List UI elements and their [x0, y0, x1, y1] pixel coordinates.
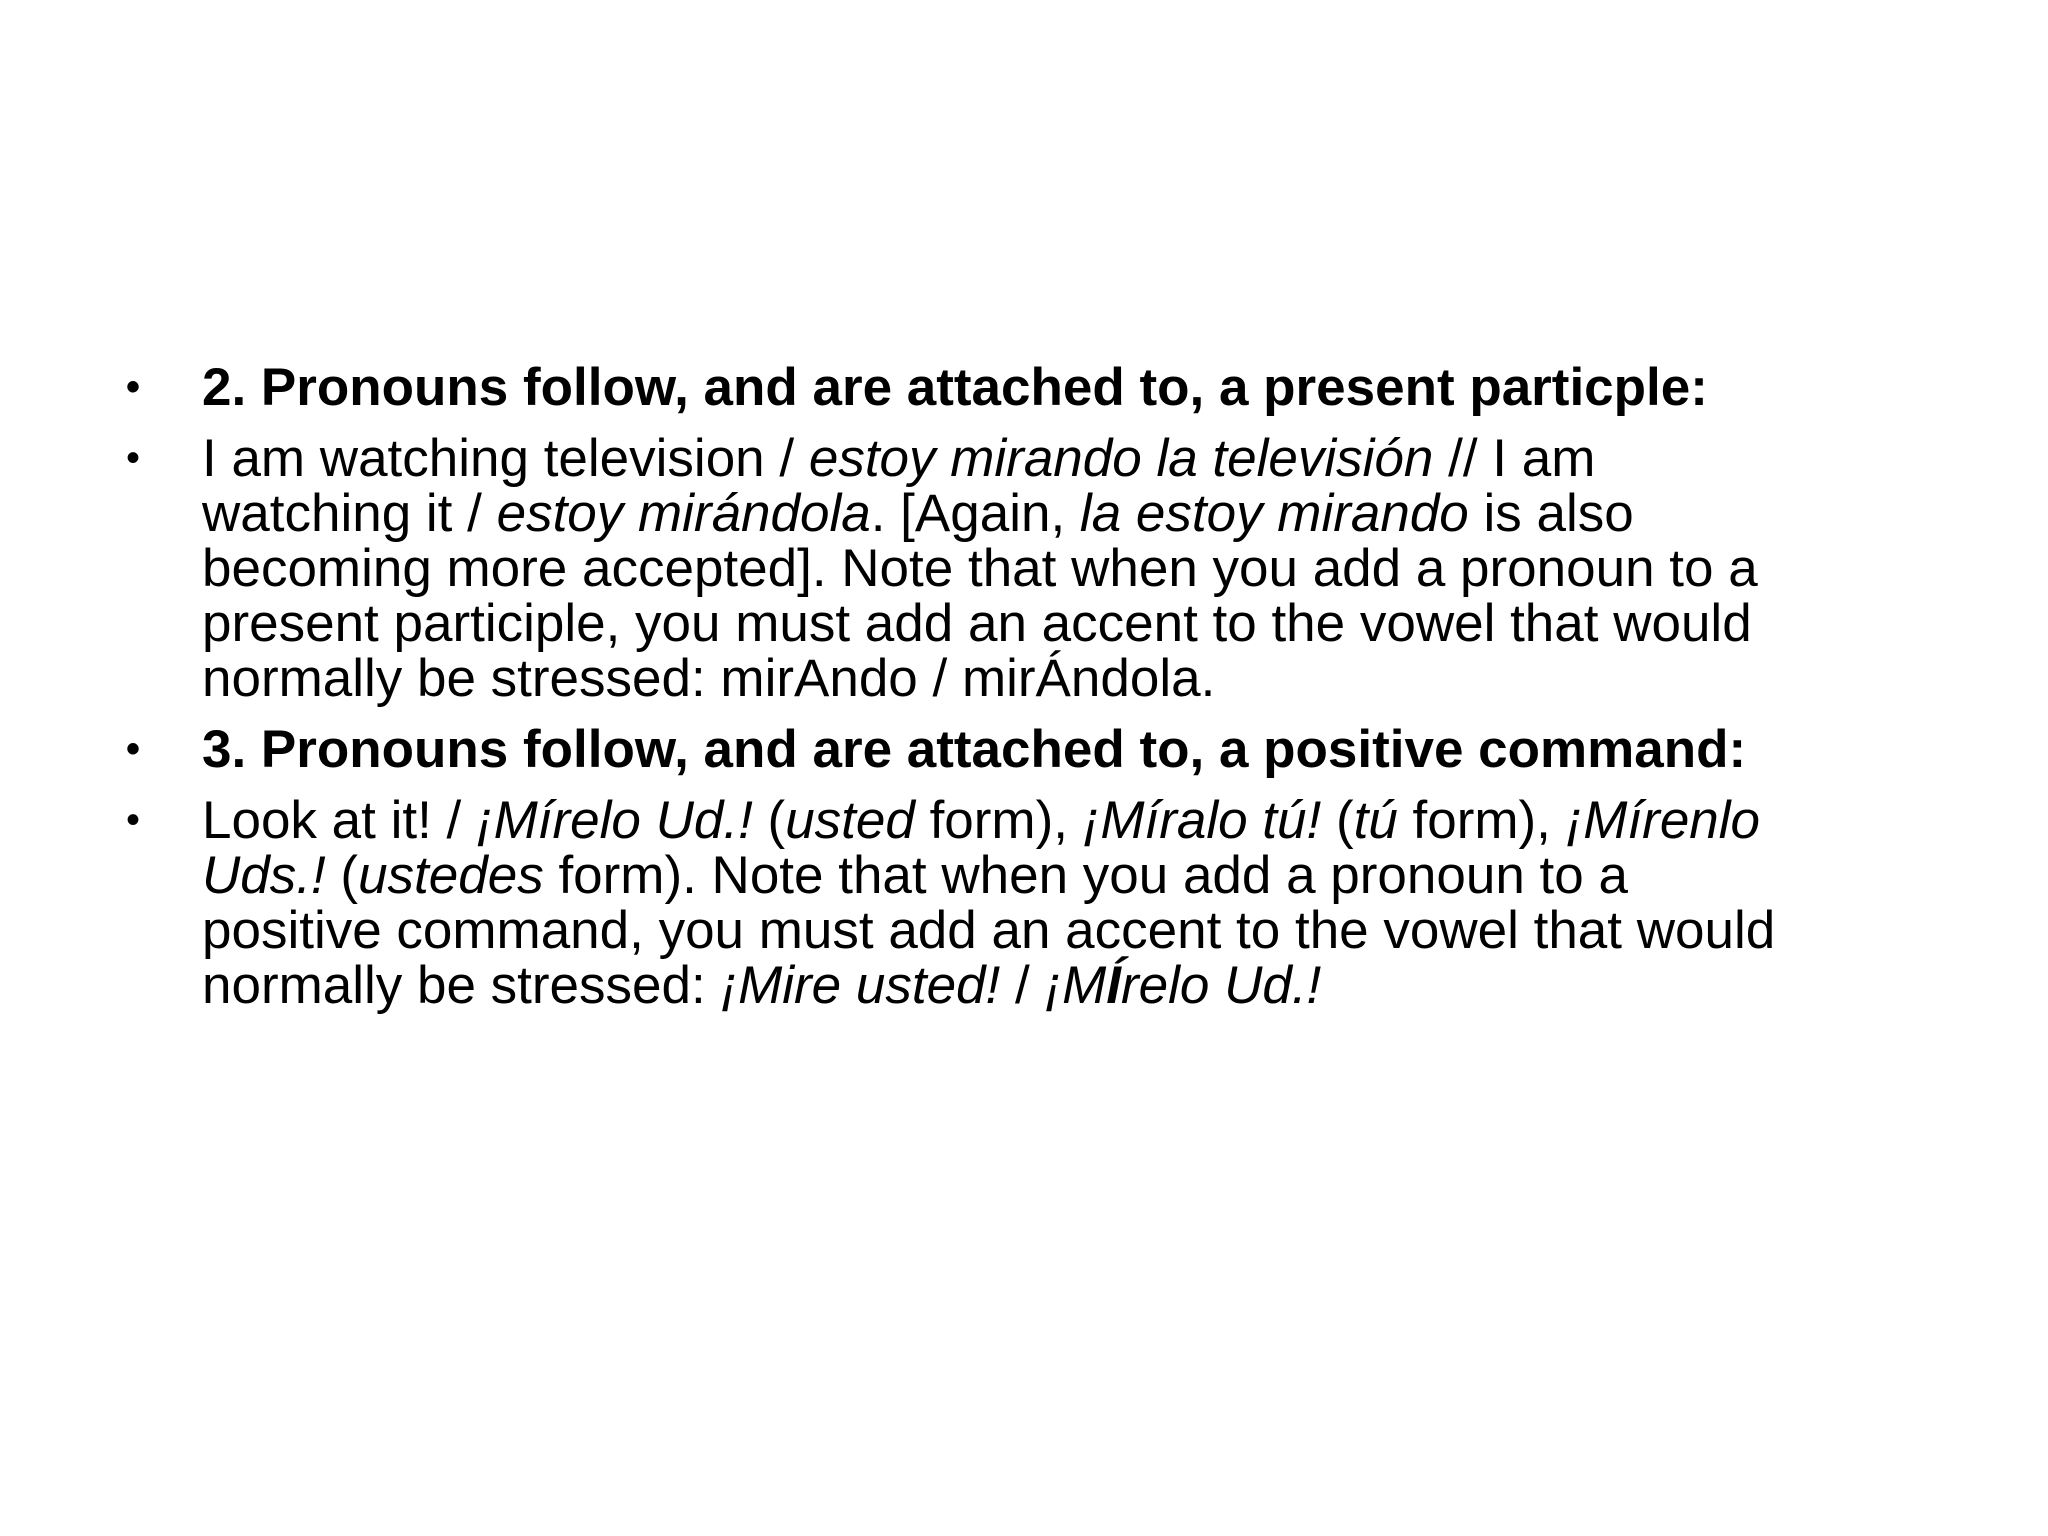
- body-line: [202, 848, 1924, 903]
- bullet-dot: •: [126, 798, 141, 842]
- spanish-example: tú: [1353, 791, 1398, 850]
- bullet-dot: •: [126, 727, 141, 771]
- slide-content: [124, 360, 1924, 1029]
- bullet-body-positive-command: [124, 793, 1924, 1013]
- spanish-example: relo Ud.!: [1120, 956, 1322, 1015]
- text-segment: Look at it! /: [202, 791, 476, 850]
- body-line: becoming more accepted]. Note that when you add a pronoun to a: [202, 539, 1758, 598]
- body-line: normally be stressed: mirAndo / mirÁndola.: [202, 649, 1216, 708]
- bullet-heading-present-participle: [124, 360, 1924, 415]
- spanish-example: usted: [785, 791, 915, 850]
- text-segment: I am watching television /: [202, 429, 809, 488]
- text-segment: form). Note that when you add a pronoun to a: [543, 846, 1628, 905]
- spanish-example: la estoy mirando: [1079, 484, 1469, 543]
- spanish-example: estoy mirándola: [496, 484, 871, 543]
- bullet-dot: •: [126, 365, 141, 409]
- text-segment: (: [325, 846, 359, 905]
- spanish-example: Uds.!: [202, 846, 326, 905]
- spanish-example: ¡Mírelo Ud.!: [475, 791, 753, 850]
- text-segment: (: [1321, 791, 1354, 850]
- text-segment: // I am: [1433, 429, 1596, 488]
- bullet-heading-positive-command: [124, 722, 1924, 777]
- text-segment: normally be stressed:: [202, 956, 721, 1015]
- text-segment: watching it /: [202, 484, 497, 543]
- text-segment: . [Again,: [870, 484, 1080, 543]
- spanish-example: ¡Mire usted!: [720, 956, 1001, 1015]
- heading-text: 3. Pronouns follow, and are attached to, a positive command:: [202, 720, 1747, 779]
- body-line: [202, 793, 1924, 848]
- bullet-dot: •: [126, 436, 141, 480]
- spanish-example: ustedes: [358, 846, 544, 905]
- body-line: present participle, you must add an accent to the vowel that would: [202, 594, 1752, 653]
- spanish-example: ¡Míralo tú!: [1082, 791, 1322, 850]
- body-line: [202, 486, 1924, 541]
- spanish-example: ¡Mírenlo: [1565, 791, 1761, 850]
- body-line: [202, 431, 1924, 486]
- spanish-example: ¡M: [1044, 956, 1107, 1015]
- text-segment: form),: [914, 791, 1083, 850]
- text-segment: (: [752, 791, 786, 850]
- heading-text: 2. Pronouns follow, and are attached to, a present particple:: [202, 358, 1708, 417]
- text-segment: form),: [1397, 791, 1566, 850]
- text-segment: is also: [1468, 484, 1634, 543]
- text-segment: /: [1000, 956, 1045, 1015]
- bullet-body-present-participle: [124, 431, 1924, 706]
- body-line: [202, 958, 1924, 1013]
- spanish-example: estoy mirando la televisión: [808, 429, 1434, 488]
- body-line: positive command, you must add an accent to the vowel that would: [202, 901, 1776, 960]
- stressed-vowel: Í: [1106, 956, 1121, 1015]
